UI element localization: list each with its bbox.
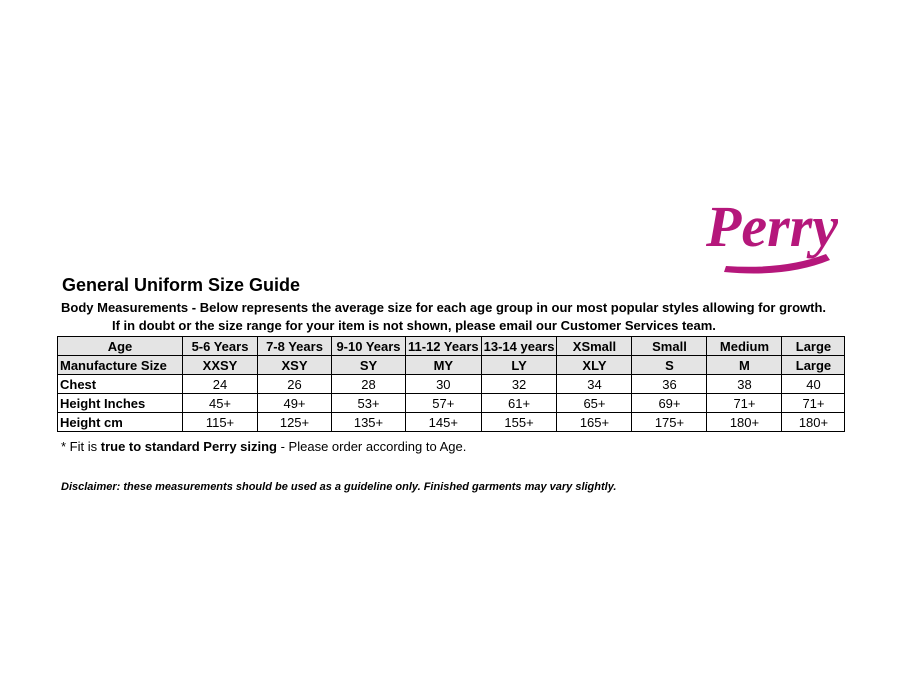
row-label: Chest (58, 375, 183, 394)
table-cell: 26 (258, 375, 332, 394)
table-cell: 11-12 Years (406, 337, 482, 356)
row-height-inches (58, 394, 845, 413)
fit-note-suffix: - Please order according to Age. (277, 439, 467, 454)
table-cell: 7-8 Years (258, 337, 332, 356)
table-cell: 28 (332, 375, 406, 394)
intro-line-2: If in doubt or the size range for your item is not shown, please email our Customer Services team. (112, 318, 716, 333)
table-cell: 71+ (782, 394, 845, 413)
table-cell: 5-6 Years (183, 337, 258, 356)
table-cell: 9-10 Years (332, 337, 406, 356)
table-cell: Large (782, 356, 845, 375)
table-cell: 61+ (481, 394, 557, 413)
table-cell: Large (782, 337, 845, 356)
table-cell: 145+ (406, 413, 482, 432)
table-cell: 40 (782, 375, 845, 394)
table-cell: 34 (557, 375, 632, 394)
size-table-body (58, 337, 845, 432)
table-cell: 71+ (707, 394, 782, 413)
fit-note-prefix: * Fit is (61, 439, 101, 454)
row-height-cm (58, 413, 845, 432)
row-label: Height cm (58, 413, 183, 432)
intro-line-1: Body Measurements - Below represents the average size for each age group in our most popular styles allowing for growth. (61, 300, 827, 315)
row-age (58, 337, 845, 356)
perry-logo-text: Perry (706, 194, 838, 259)
table-cell: 180+ (782, 413, 845, 432)
table-cell: 38 (707, 375, 782, 394)
fit-note (61, 439, 466, 454)
row-chest (58, 375, 845, 394)
table-cell: SY (332, 356, 406, 375)
table-cell: 36 (632, 375, 707, 394)
table-cell: 165+ (557, 413, 632, 432)
table-cell: 49+ (258, 394, 332, 413)
table-cell: 180+ (707, 413, 782, 432)
table-cell: Medium (707, 337, 782, 356)
row-manufacture-size (58, 356, 845, 375)
table-cell: 69+ (632, 394, 707, 413)
row-label: Height Inches (58, 394, 183, 413)
size-table (57, 336, 845, 432)
table-cell: 30 (406, 375, 482, 394)
table-cell: 13-14 years (481, 337, 557, 356)
table-cell: XLY (557, 356, 632, 375)
table-cell: Small (632, 337, 707, 356)
table-cell: 135+ (332, 413, 406, 432)
row-label: Age (58, 337, 183, 356)
table-cell: M (707, 356, 782, 375)
table-cell: 175+ (632, 413, 707, 432)
page-title: General Uniform Size Guide (62, 275, 301, 295)
row-label: Manufacture Size (58, 356, 183, 375)
table-cell: S (632, 356, 707, 375)
table-cell: 57+ (406, 394, 482, 413)
fit-note-emphasis: true to standard Perry sizing (100, 439, 277, 454)
disclaimer: Disclaimer: these measurements should be used as a guideline only. Finished garments may vary slightly. (61, 481, 617, 493)
perry-logo-mark (704, 186, 838, 276)
table-cell: 125+ (258, 413, 332, 432)
table-cell: 155+ (481, 413, 557, 432)
table-cell: XXSY (183, 356, 258, 375)
perry-logo (704, 186, 838, 276)
table-cell: MY (406, 356, 482, 375)
table-cell: 24 (183, 375, 258, 394)
table-cell: XSY (258, 356, 332, 375)
table-cell: 65+ (557, 394, 632, 413)
table-cell: LY (481, 356, 557, 375)
table-cell: 32 (481, 375, 557, 394)
table-cell: 53+ (332, 394, 406, 413)
table-cell: 45+ (183, 394, 258, 413)
table-cell: XSmall (557, 337, 632, 356)
table-cell: 115+ (183, 413, 258, 432)
